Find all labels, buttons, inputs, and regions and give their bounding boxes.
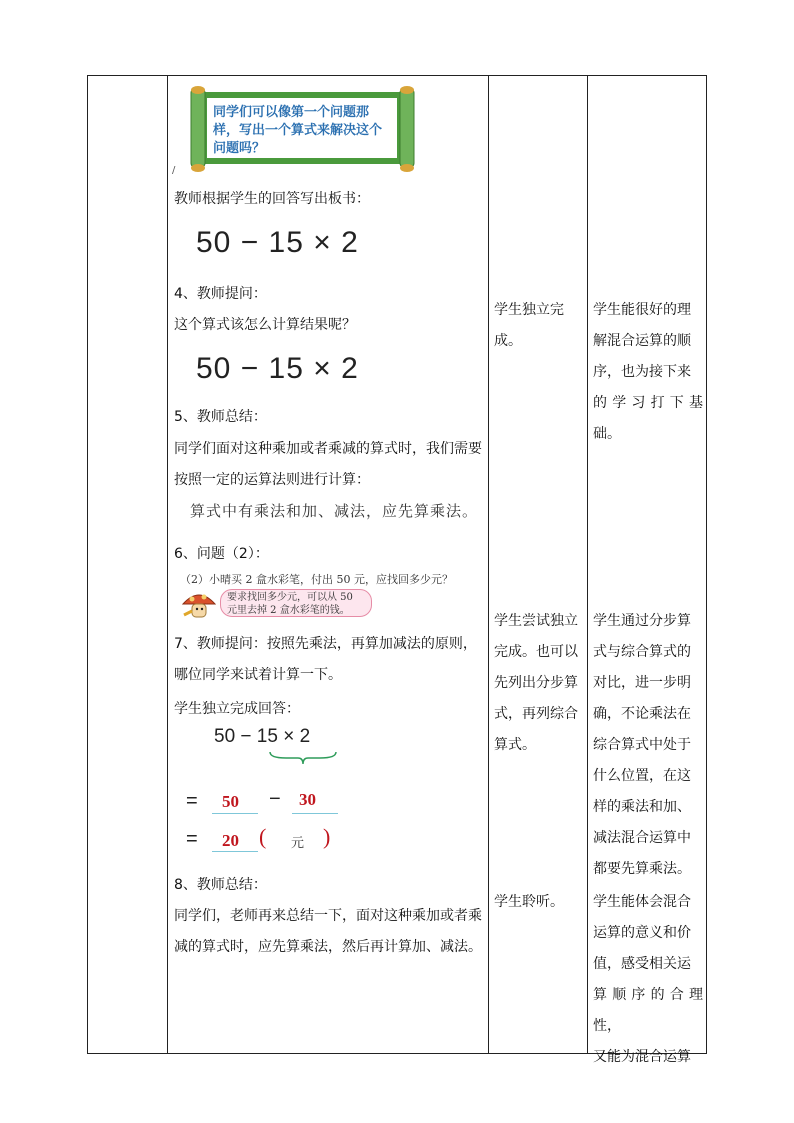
question-7-line-1: 7、教师提问：按照先乘法，再算加减法的原则， bbox=[174, 636, 477, 652]
expression-2: 50 − 15 × 2 bbox=[196, 352, 359, 385]
brace-icon bbox=[268, 750, 338, 766]
board-intro: 教师根据学生的回答写出板书： bbox=[174, 191, 370, 207]
column-divider bbox=[488, 75, 489, 1054]
intent-line: 学生能体会混合 bbox=[593, 894, 691, 910]
summary-5-line-2: 按照一定的运算法则进行计算： bbox=[174, 472, 370, 488]
equals-sign-1: = bbox=[186, 790, 198, 812]
question-4-title: 4、教师提问： bbox=[174, 286, 267, 302]
student-activity-3: 学生聆听。 bbox=[494, 894, 564, 910]
intent-line: 减法混合运算中 bbox=[593, 830, 691, 846]
activity-line: 完成。也可以 bbox=[494, 644, 578, 660]
hint-bubble: 要求找回多少元，可以从 50 元里去掉 2 盒水彩笔的钱。 bbox=[220, 589, 372, 617]
column-divider bbox=[167, 75, 168, 1054]
answer-underline bbox=[212, 813, 258, 814]
summary-8-line-1: 同学们，老师再来总结一下，面对这种乘加或者乘 bbox=[174, 908, 482, 924]
question-6-title: 6、问题（2）： bbox=[174, 546, 269, 562]
intent-line: 学生能很好的理 bbox=[593, 302, 691, 318]
intent-line: 对比，进一步明 bbox=[593, 675, 691, 691]
design-intent-1 bbox=[593, 295, 703, 450]
intent-line: 什么位置，在这 bbox=[593, 768, 691, 784]
minus-sign: − bbox=[269, 788, 281, 810]
intent-line: 序，也为接下来 bbox=[593, 364, 691, 380]
result-value: 20 bbox=[222, 831, 239, 850]
intent-line: 又能为混合运算 bbox=[593, 1049, 691, 1065]
activity-line: 先列出分步算 bbox=[494, 675, 578, 691]
student-activity-1: 学生独立完成。 bbox=[494, 302, 564, 349]
summary-8-line-2: 减的算式时，应先算乘法，然后再计算加、减法。 bbox=[174, 939, 482, 955]
summary-5-title: 5、教师总结： bbox=[174, 409, 267, 425]
summary-8-title: 8、教师总结： bbox=[174, 877, 267, 893]
answer-underline bbox=[212, 851, 258, 852]
intent-line: 都要先算乘法。 bbox=[593, 861, 691, 877]
activity-line: 学生尝试独立 bbox=[494, 613, 578, 629]
student-activity-2 bbox=[494, 606, 584, 761]
expression-1: 50 − 15 × 2 bbox=[196, 226, 359, 259]
intent-line: 综合算式中处于 bbox=[593, 737, 691, 753]
mushroom-mascot-icon bbox=[180, 589, 218, 621]
design-intent-2 bbox=[593, 606, 703, 885]
intent-line: 样的乘法和加、 bbox=[593, 799, 691, 815]
slash-mark: / bbox=[172, 165, 176, 176]
answer-underline bbox=[292, 813, 338, 814]
intent-line: 运算的意义和价 bbox=[593, 925, 691, 941]
column-divider bbox=[587, 75, 588, 1054]
unit-label: 元 bbox=[291, 836, 305, 851]
answer-intro: 学生独立完成回答： bbox=[174, 701, 300, 717]
intent-line: 解混合运算的顺 bbox=[593, 333, 691, 349]
step-value-50: 50 bbox=[222, 792, 239, 811]
expression-3: 50 − 15 × 2 bbox=[214, 726, 311, 747]
step-value-30: 30 bbox=[299, 790, 316, 809]
paren-close: ) bbox=[323, 824, 331, 849]
question-4-text: 这个算式该怎么计算结果呢？ bbox=[174, 317, 356, 333]
intent-line: 确，不论乘法在 bbox=[593, 706, 691, 722]
intent-line: 算顺序的合理性， bbox=[593, 987, 703, 1034]
intent-line: 的学习打下基础。 bbox=[593, 395, 703, 442]
rule-text: 算式中有乘法和加、减法，应先算乘法。 bbox=[190, 502, 479, 520]
paren-open: ( bbox=[259, 824, 267, 849]
equals-sign-2: = bbox=[186, 828, 198, 850]
scroll-text: 同学们可以像第一个问题那样，写出一个算式来解决这个问题吗？ bbox=[213, 105, 383, 156]
summary-5-line-1: 同学们面对这种乘加或者乘减的算式时，我们需要 bbox=[174, 441, 482, 457]
intent-line: 学生通过分步算 bbox=[593, 613, 691, 629]
word-problem: （2）小晴买 2 盒水彩笔，付出 50 元，应找回多少元？ bbox=[180, 573, 453, 586]
design-intent-3 bbox=[593, 887, 703, 1073]
intent-line: 值，感受相关运 bbox=[593, 956, 691, 972]
question-7-line-2: 哪位同学来试着计算一下。 bbox=[174, 667, 342, 683]
activity-line: 式，再列综合 bbox=[494, 706, 578, 722]
intent-line: 式与综合算式的 bbox=[593, 644, 691, 660]
activity-line: 算式。 bbox=[494, 737, 536, 753]
